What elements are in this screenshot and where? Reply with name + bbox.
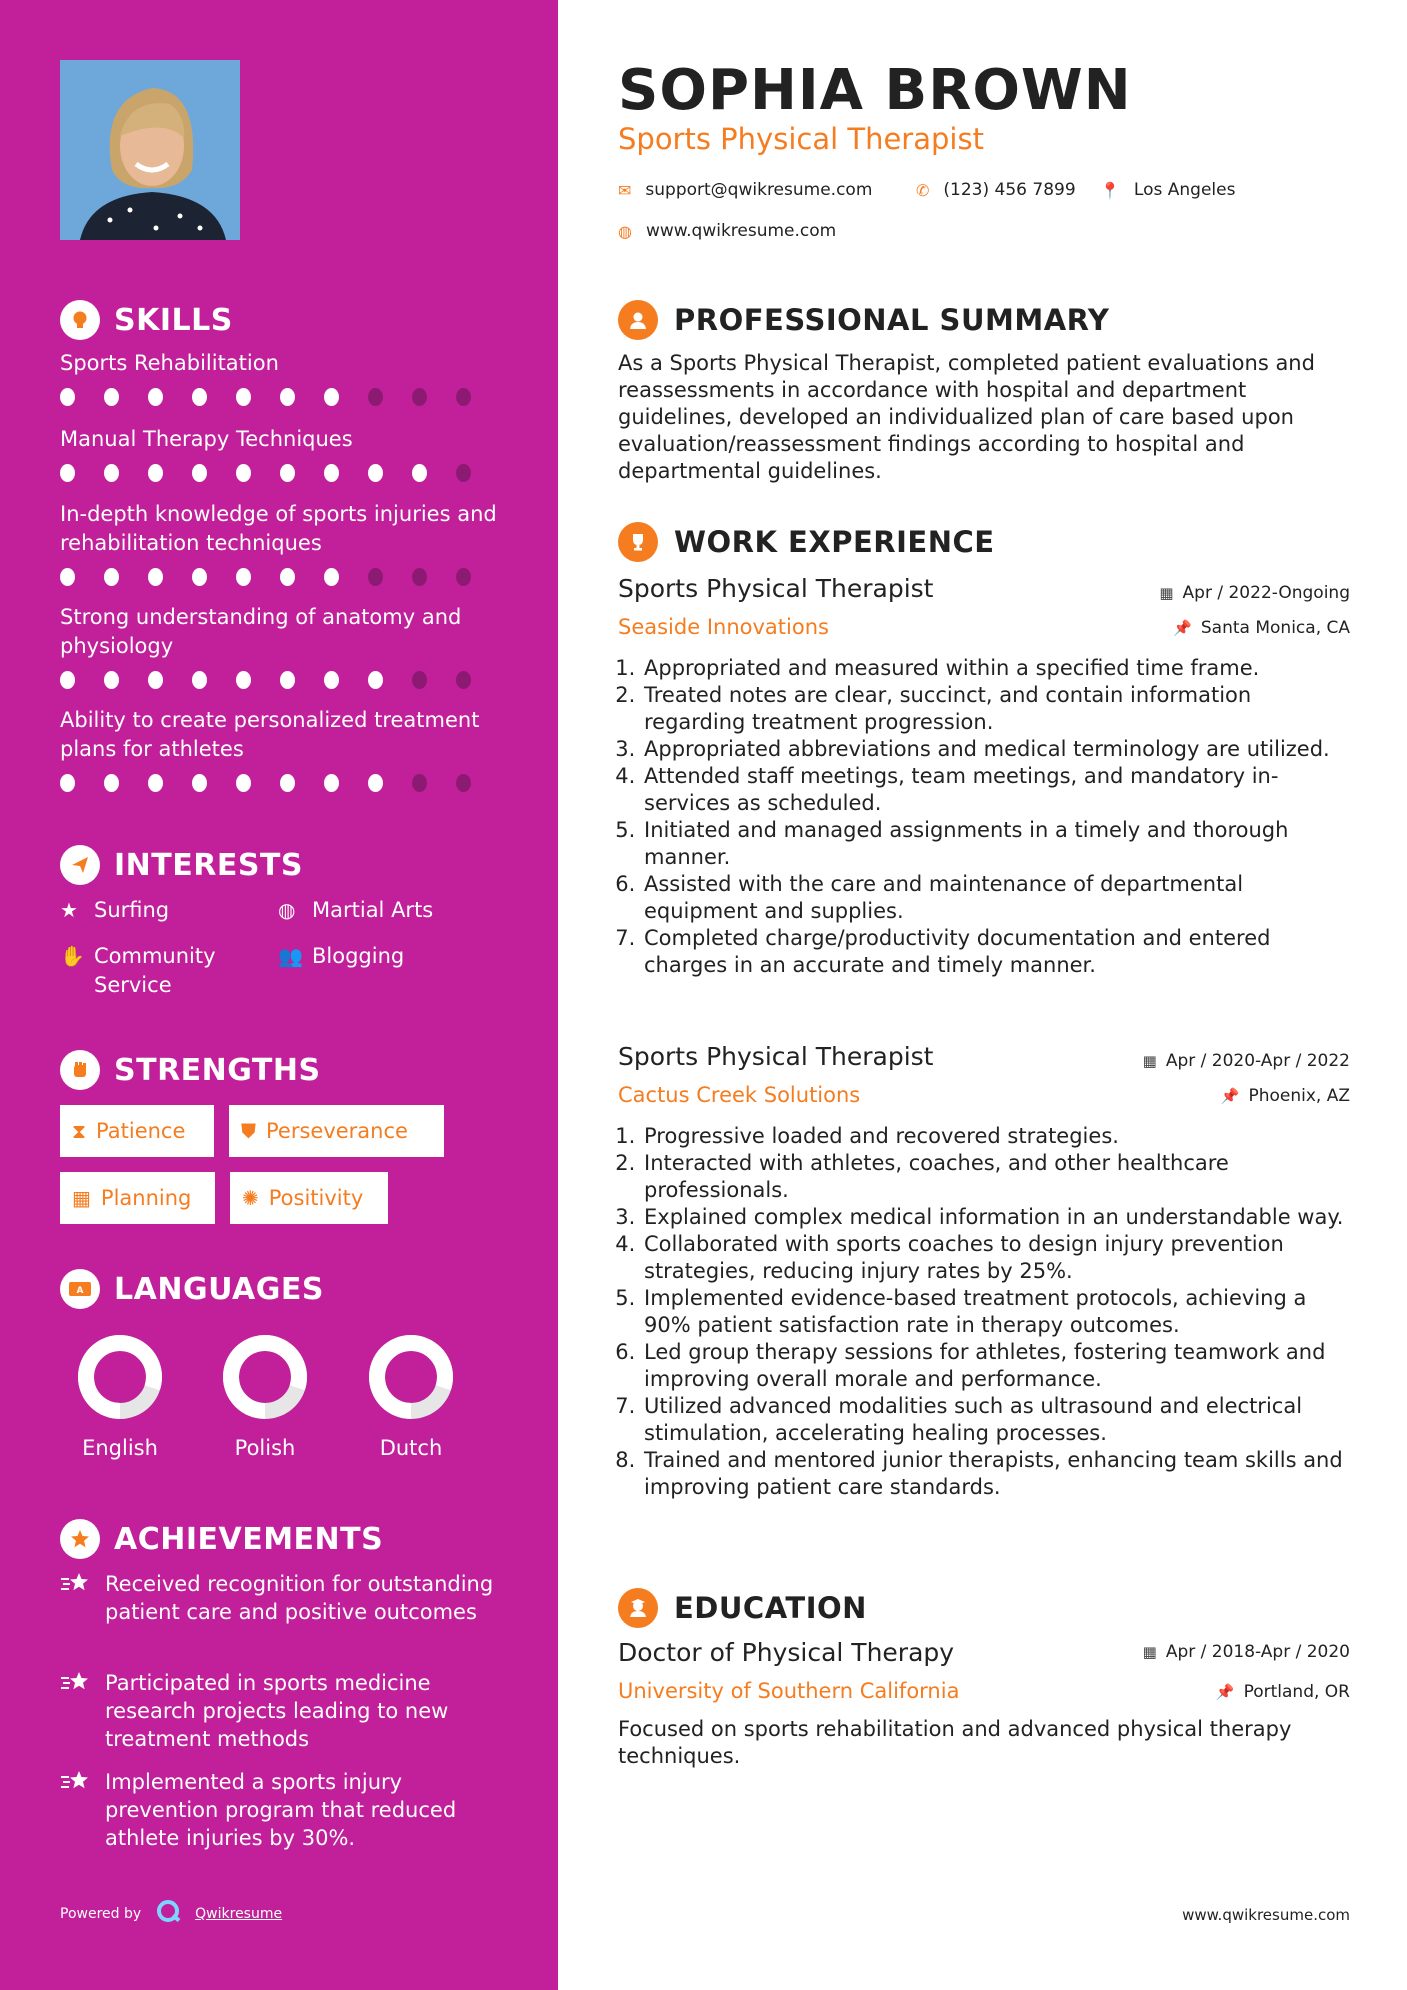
job-bullets [618,655,1350,979]
skill-dot [324,774,339,792]
skill-dot [412,774,427,792]
summary-text: As a Sports Physical Therapist, completed patient evaluations and reassessments in accordance with hospital and department guidelines, developed an individualized plan of care based upon evaluation/reassessment findings according to hospital and departmental guidelines. [618,351,1315,483]
medal-star-icon [60,1519,100,1559]
skill-dot [324,388,339,406]
envelope-icon: ✉ [618,180,632,200]
skill-dot [368,568,383,586]
interest-item: ◍ Martial Arts [278,896,508,925]
skill-item: Ability to create personalized treatment plans for athletes [60,706,500,792]
strength-chip: ▦ Planning [60,1172,215,1224]
interest-item: 👥 Blogging [278,942,508,971]
list-item: 6. Led group therapy sessions for athletes, fostering teamwork and improving overall morale and performance. [642,1339,1350,1393]
trophy-icon [618,522,658,562]
skill-dot [60,388,75,406]
skill-dot [412,464,427,482]
skill-item: Strong understanding of anatomy and physiology [60,603,500,689]
interest-item: ★ Surfing [60,896,270,925]
calendar-icon: ▦ [1159,584,1174,602]
list-item: 3. Explained complex medical information in an understandable way. [642,1204,1350,1231]
language-item: English [65,1334,175,1460]
language-item: Polish [210,1334,320,1460]
fist-icon [60,1050,100,1090]
qwikresume-logo-icon [155,1898,183,1930]
skill-dot [192,388,207,406]
list-item: 8. Trained and mentored junior therapists, enhancing team skills and improving patient care standards. [642,1447,1350,1501]
pin-icon: 📌 [1215,1683,1235,1701]
skill-rating [60,464,500,482]
achievement-item: Implemented a sports injury prevention program that reduced athlete injuries by 30%. [60,1768,500,1852]
skill-dot [148,464,163,482]
skill-dot [192,671,207,689]
skill-dot [236,671,251,689]
list-item: 4. Collaborated with sports coaches to design injury prevention strategies, reducing injury rates by 25%. [642,1231,1350,1285]
achievement-item: Participated in sports medicine research projects leading to new treatment methods [60,1669,500,1753]
education-location: 📌 Portland, OR [1215,1682,1350,1702]
skill-item: In-depth knowledge of sports injuries and rehabilitation techniques [60,500,500,586]
sidebar [0,0,558,1990]
sun-icon: ✺ [242,1186,259,1210]
language-item: Dutch [356,1334,466,1460]
list-item: 1. Progressive loaded and recovered strategies. [642,1123,1350,1150]
globe-icon: ◍ [618,221,632,241]
phone-contact: ✆ (123) 456 7899 [916,180,1076,200]
degree-title: Doctor of Physical Therapy [618,1638,955,1667]
skill-dot [280,671,295,689]
skill-dot [104,671,119,689]
skill-dot [148,568,163,586]
skill-dot [456,568,471,586]
map-pin-icon: 📍 [1100,180,1120,200]
skill-dot [192,568,207,586]
skill-dot [148,774,163,792]
school-name: University of Southern California [618,1679,960,1703]
skill-item: Manual Therapy Techniques [60,425,500,482]
skill-dot [236,568,251,586]
skill-dot [368,464,383,482]
location-contact: 📍 Los Angeles [1100,180,1236,200]
strengths-heading: STRENGTHS [60,1050,321,1090]
hourglass-icon: ⧗ [72,1119,87,1143]
road-icon: ⛊ [241,1119,256,1143]
lightbulb-icon [60,300,100,340]
skill-dot [324,671,339,689]
job-bullets [618,1123,1350,1501]
job-dates: ▦ Apr / 2020-Apr / 2022 [1142,1051,1350,1071]
email-contact: ✉ support@qwikresume.com [618,180,873,200]
skill-rating [60,568,500,586]
education-heading: EDUCATION [618,1588,867,1628]
strength-chip: ⧗ Patience [60,1105,214,1157]
skill-dot [456,464,471,482]
company-name: Seaside Innovations [618,615,829,639]
skill-dot [60,774,75,792]
list-item: 7. Utilized advanced modalities such as ultrasound and electrical stimulation, accelerating healing processes. [642,1393,1350,1447]
skill-dot [104,568,119,586]
skill-dot [60,671,75,689]
candidate-name: SOPHIA BROWN [618,58,1132,123]
work-heading: WORK EXPERIENCE [618,522,995,562]
skill-dot [324,568,339,586]
skill-dot [148,388,163,406]
job-title: Sports Physical Therapist [618,1042,934,1071]
skill-rating [60,774,500,792]
job-location: 📌 Phoenix, AZ [1220,1086,1350,1106]
skill-dot [148,671,163,689]
language-ring [77,1334,163,1420]
skills-heading: SKILLS [60,300,233,340]
skill-dot [60,568,75,586]
interest-item: ✋ Community Service [60,942,270,1000]
list-item: 7. Completed charge/productivity documentation and entered charges in an accurate and timely manner. [642,925,1350,979]
list-item: 6. Assisted with the care and maintenance of departmental equipment and supplies. [642,871,1350,925]
translate-icon [60,1269,100,1309]
globe-icon: ◍ [278,898,296,922]
pin-icon: 📌 [1173,619,1192,637]
website-contact: ◍ www.qwikresume.com [618,221,837,241]
user-icon [618,300,658,340]
calendar-icon: ▦ [1142,1052,1157,1070]
skill-dot [60,464,75,482]
skill-dot [412,568,427,586]
skill-dot [280,388,295,406]
skill-rating [60,671,500,689]
job-title: Sports Physical Therapist [618,574,934,603]
skill-dot [104,464,119,482]
list-item: 5. Initiated and managed assignments in a timely and thorough manner. [642,817,1350,871]
list-item: 5. Implemented evidence-based treatment protocols, achieving a 90% patient satisfaction rate in therapy outcomes. [642,1285,1350,1339]
footer-website: www.qwikresume.com [1182,1906,1350,1924]
skill-dot [192,774,207,792]
skill-dot [368,671,383,689]
skill-dot [236,388,251,406]
languages-heading: A LANGUAGES [60,1269,324,1309]
list-item: 1. Appropriated and measured within a specified time frame. [642,655,1350,682]
list-item: 4. Attended staff meetings, team meetings, and mandatory in-services as scheduled. [642,763,1350,817]
calendar-icon: ▦ [72,1186,91,1210]
skill-dot [104,388,119,406]
list-item: 2. Treated notes are clear, succinct, and contain information regarding treatment progression. [642,682,1350,736]
language-ring [368,1334,454,1420]
list-item: 2. Interacted with athletes, coaches, and other healthcare professionals. [642,1150,1350,1204]
achievement-item: Received recognition for outstanding patient care and positive outcomes [60,1570,500,1626]
skill-dot [412,671,427,689]
skill-dot [456,774,471,792]
skill-dot [456,388,471,406]
shooting-star-icon [60,1669,105,1753]
pin-icon: 📌 [1220,1087,1240,1105]
summary-heading: PROFESSIONAL SUMMARY [618,300,1109,340]
interests-heading: INTERESTS [60,845,303,885]
strength-chip: ✺ Positivity [230,1172,388,1224]
candidate-role: Sports Physical Therapist [618,122,984,156]
strength-chip: ⛊ Perseverance [229,1105,444,1157]
phone-icon: ✆ [916,180,930,200]
powered-by: Powered by Qwikresume [60,1898,282,1930]
skill-dot [368,774,383,792]
job-location: 📌 Santa Monica, CA [1173,618,1350,638]
skill-dot [236,774,251,792]
skill-dot [324,464,339,482]
skill-dot [456,671,471,689]
users-icon: 👥 [278,944,303,968]
education-dates: ▦ Apr / 2018-Apr / 2020 [1142,1642,1350,1662]
shooting-star-icon [60,1768,105,1852]
svg-text:A: A [76,1286,84,1296]
list-item: 3. Appropriated abbreviations and medical terminology are utilized. [642,736,1350,763]
skill-dot [280,568,295,586]
skill-dot [368,388,383,406]
paper-plane-icon [60,845,100,885]
calendar-icon: ▦ [1142,1643,1157,1661]
hand-icon: ✋ [60,944,85,968]
skill-dot [192,464,207,482]
job-dates: ▦ Apr / 2022-Ongoing [1159,583,1350,603]
skill-dot [280,464,295,482]
education-text: Focused on sports rehabilitation and advanced physical therapy techniques. [618,1717,1292,1768]
profile-photo [60,60,240,240]
qwikresume-link[interactable]: Qwikresume [195,1906,283,1922]
skill-dot [412,388,427,406]
graduate-icon [618,1588,658,1628]
star-icon: ★ [60,898,78,922]
skill-dot [236,464,251,482]
achievements-heading: ACHIEVEMENTS [60,1519,383,1559]
shooting-star-icon [60,1570,105,1626]
skill-dot [280,774,295,792]
skill-rating [60,388,500,406]
language-ring [222,1334,308,1420]
skill-item: Sports Rehabilitation [60,349,500,406]
company-name: Cactus Creek Solutions [618,1083,861,1107]
skill-dot [104,774,119,792]
